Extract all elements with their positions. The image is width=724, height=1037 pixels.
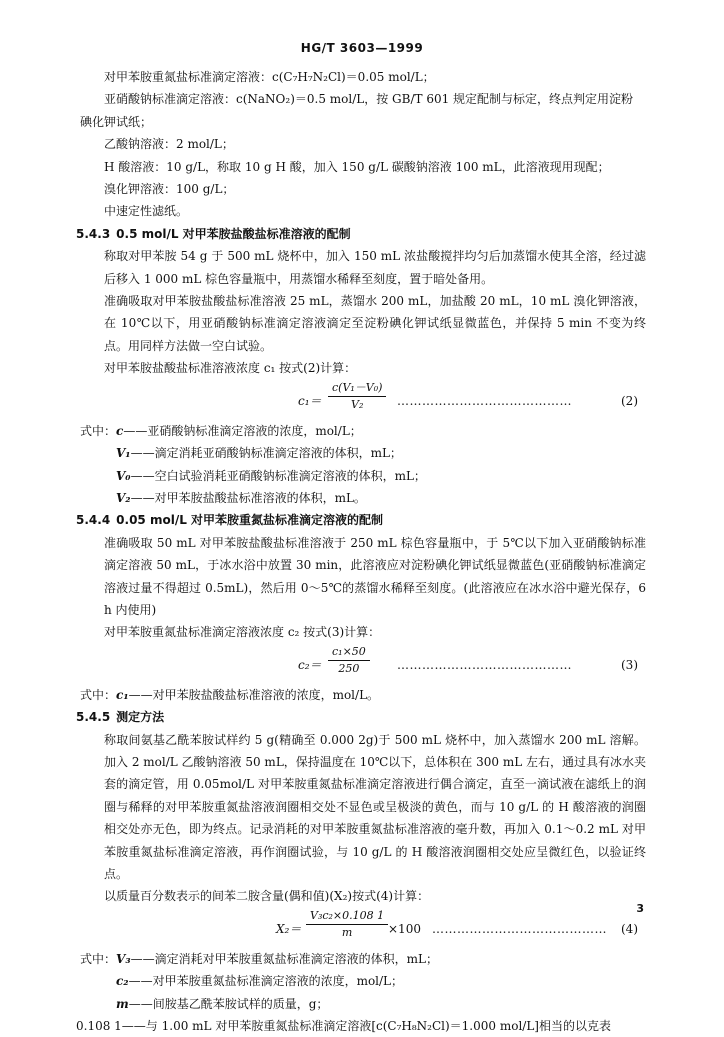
paragraph: 对甲苯胺重氮盐标准滴定溶液浓度 c₂ 按式(3)计算： [104, 625, 381, 640]
definition-row [80, 420, 646, 442]
definition-symbol: c₂ [116, 974, 129, 989]
section-number: 5.4.4 [76, 513, 111, 528]
equation-2 [80, 380, 646, 420]
equation-number: (3) [621, 657, 638, 672]
where-label: 式中： [80, 687, 117, 702]
text-line: 溴化钾溶液：100 g/L； [104, 182, 235, 197]
equation-lhs: c₁＝ [298, 393, 322, 408]
definition-symbol: V₁ [116, 446, 131, 461]
definition-row [80, 442, 646, 464]
paragraph: 准确吸取对甲苯胺盐酸盐标准溶液 25 mL，蒸馏水 200 mL，加盐酸 20 mL，10 mL 溴化钾溶液，在 10℃以下，用亚硝酸钠标准滴定溶液滴定至淀粉碘化钾试纸显微蓝色，并保持 5 min 不变为终点。用同样方法做一空白试验。 [104, 294, 646, 353]
definition-row [80, 684, 646, 706]
paragraph: 准确吸取 50 mL 对甲苯胺盐酸盐标准溶液于 250 mL 棕色容量瓶中，于 5℃以下加入亚硝酸钠标准滴定溶液 50 mL，于冰水浴中放置 30 min，此溶液应对淀粉碘化钾试纸显微蓝色(亚硝酸钠标准滴定溶液过量不得超过 0.5mL)，然后用 0～5℃的蒸馏水稀释至刻度。(此溶液应在冰水浴中避光保存，6 h 内使用) [104, 535, 646, 617]
definition-symbol: V₃ [116, 951, 131, 966]
fraction-numerator: c(V₁－V₀) [328, 380, 386, 397]
where-label: 式中： [80, 951, 117, 966]
definition-text: ——空白试验消耗亚硝酸钠标准滴定溶液的体积，mL； [130, 468, 426, 483]
equation-number: (4) [621, 921, 638, 936]
text-line: 乙酸钠溶液：2 mol/L； [104, 137, 234, 152]
text-line: H 酸溶液：10 g/L，称取 10 g H 酸，加入 150 g/L 碳酸钠溶液 100 mL，此溶液现用现配； [104, 159, 610, 174]
definition-text: ——间胺基乙酰苯胺试样的质量，g； [128, 996, 329, 1011]
section-heading [76, 509, 646, 531]
equation-lhs: X₂＝ [276, 921, 302, 936]
section-heading [76, 223, 646, 245]
definition-row [80, 970, 646, 992]
definition-text: ——滴定消耗对甲苯胺重氮盐标准滴定溶液的体积，mL； [130, 951, 438, 966]
equation-number: (2) [621, 393, 638, 408]
definition-symbol: V₀ [116, 468, 131, 483]
definition-text: ——对甲苯胺重氮盐标准滴定溶液的浓度，mol/L； [128, 974, 404, 989]
fraction-denominator: 250 [338, 661, 360, 675]
definition-row [80, 948, 646, 970]
definition-symbol: c [116, 423, 124, 438]
fraction-numerator: c₁×50 [328, 644, 370, 661]
equation-fraction [306, 908, 388, 941]
definition-row [80, 487, 646, 509]
equation-3 [80, 644, 646, 684]
section-number: 5.4.3 [76, 226, 111, 241]
text-line: 碘化钾试纸； [80, 114, 153, 129]
definition-row [80, 465, 646, 487]
text-line: 中速定性滤纸。 [104, 204, 189, 219]
definition-symbol: m [116, 996, 129, 1011]
fraction-denominator: m [341, 925, 353, 939]
equation-leader: …………………………………… [397, 657, 572, 672]
equation-leader: …………………………………… [397, 393, 572, 408]
definition-text: ——对甲苯胺盐酸盐标准溶液的体积，mL。 [130, 490, 366, 505]
fraction-denominator: V₂ [351, 397, 364, 411]
section-title: 0.5 mol/L 对甲苯胺盐酸盐标准溶液的配制 [116, 226, 351, 241]
definition-symbol: c₁ [116, 687, 129, 702]
definition-symbol: V₂ [116, 490, 131, 505]
equation-tail: ×100 [388, 921, 421, 936]
equation-leader: …………………………………… [432, 921, 607, 936]
section-number: 5.4.5 [76, 710, 111, 725]
paragraph: 称取间氨基乙酰苯胺试样约 5 g(精确至 0.000 2g)于 500 mL 烧杯中，加入蒸馏水 200 mL 溶解。加入 2 mol/L 乙酸钠溶液 50 mL，保持温度在 10℃以下，总体积在 300 mL 左右，通过具有冰水夹套的滴定管，用 0.05mol/L 对甲苯胺重氮盐标准滴定溶液进行偶合滴定，直至一滴试液在滤纸上的润圈与稀释的对甲苯胺重氮盐溶液润圈相交处不显色或呈极淡的黄色，而与 10 g/L 的 H 酸溶液的润圈相交处亦无色，即为终点。记录消耗的对甲苯胺重氮盐标准溶液的毫升数，再加入 0.1～0.2 mL 对甲苯胺重氮盐标准滴定溶液，再作润圈试验，与 10 g/L 的 H 酸溶液润圈相交处应呈微红色，以验证终点。 [104, 732, 646, 881]
equation-4 [80, 908, 646, 948]
where-label: 式中： [80, 423, 117, 438]
equation-fraction [328, 644, 370, 677]
equation-lhs: c₂＝ [298, 657, 322, 672]
text-line: 亚硝酸钠标准滴定溶液：c(NaNO₂)＝0.5 mol/L，按 GB/T 601 规定配制与标定，终点判定用淀粉 [104, 92, 634, 107]
text-line: 对甲苯胺重氮盐标准滴定溶液：c(C₇H₇N₂Cl)＝0.05 mol/L； [104, 70, 435, 84]
definition-row [80, 993, 646, 1015]
page-content [76, 66, 646, 1037]
definition-text: ——对甲苯胺盐酸盐标准溶液的浓度，mol/L。 [128, 687, 380, 702]
text-line: 0.108 1——与 1.00 mL 对甲苯胺重氮盐标准滴定溶液[c(C₇H₈N₂Cl)＝1.000 mol/L]相当的以克表 [76, 1019, 611, 1034]
paragraph: 对甲苯胺盐酸盐标准溶液浓度 c₁ 按式(2)计算： [104, 361, 357, 376]
paragraph: 以质量百分数表示的间苯二胺含量(偶和值)(X₂)按式(4)计算： [104, 889, 430, 904]
definition-text: ——滴定消耗亚硝酸钠标准滴定溶液的体积，mL； [130, 446, 402, 461]
section-title: 0.05 mol/L 对甲苯胺重氮盐标准滴定溶液的配制 [116, 513, 384, 528]
standard-header: HG/T 3603—1999 [300, 41, 424, 55]
section-heading [76, 706, 646, 728]
fraction-numerator: V₃c₂×0.108 1 [306, 908, 388, 925]
definition-text: ——亚硝酸钠标准滴定溶液的浓度，mol/L； [123, 423, 362, 438]
page-number: 3 [636, 902, 644, 915]
equation-fraction [328, 380, 386, 413]
section-title: 测定方法 [116, 710, 165, 725]
paragraph: 称取对甲苯胺 54 g 于 500 mL 烧杯中，加入 150 mL 浓盐酸搅拌均匀后加蒸馏水使其全溶，经过滤后移入 1 000 mL 棕色容量瓶中，用蒸馏水稀释至刻度，置于暗处备用。 [104, 249, 646, 286]
